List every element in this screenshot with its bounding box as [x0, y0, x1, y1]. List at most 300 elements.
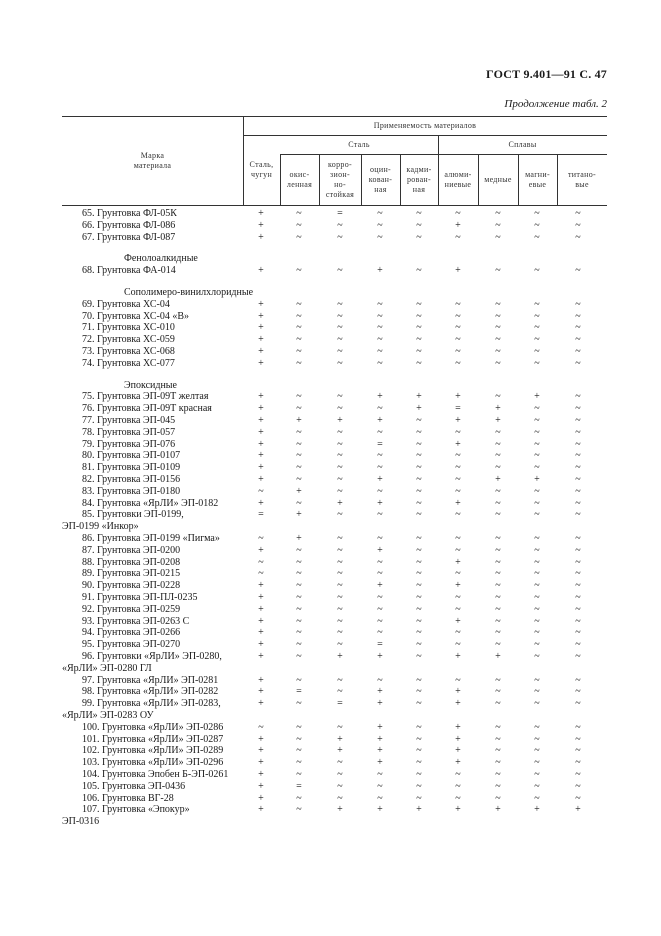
applicability-mark: + [495, 651, 501, 662]
table-row [62, 757, 607, 768]
applicability-mark: ~ [337, 674, 343, 686]
applicability-mark: ~ [575, 462, 581, 474]
applicability-mark: ~ [495, 509, 501, 521]
material-name: 107. Грунтовка «Эпокур» [82, 804, 190, 816]
applicability-mark: ~ [296, 603, 302, 615]
material-name: 103. Грунтовка «ЯрЛИ» ЭП-0296 [82, 757, 224, 769]
applicability-mark: ~ [377, 208, 383, 219]
applicability-mark: + [337, 497, 343, 509]
applicability-mark: + [258, 639, 264, 651]
applicability-mark: ~ [416, 357, 422, 369]
applicability-mark: + [455, 698, 461, 710]
applicability-mark: ~ [455, 426, 461, 438]
applicability-mark: ~ [337, 298, 343, 310]
applicability-mark: ~ [575, 334, 581, 346]
applicability-mark: ~ [377, 485, 383, 497]
applicability-mark: ~ [455, 462, 461, 474]
applicability-mark: ~ [337, 627, 343, 639]
header-brand: Марка материала [133, 150, 172, 170]
applicability-mark: + [377, 698, 383, 710]
applicability-mark: ~ [296, 208, 302, 219]
applicability-mark: ~ [534, 322, 540, 334]
applicability-mark: ~ [455, 544, 461, 556]
table-row [62, 769, 607, 780]
material-name: 87. Грунтовка ЭП-0200 [82, 544, 181, 556]
applicability-mark: ~ [296, 792, 302, 804]
applicability-mark: ~ [534, 556, 540, 568]
applicability-mark: ~ [534, 592, 540, 603]
rule-header-bottom [62, 205, 607, 206]
applicability-mark: ~ [534, 357, 540, 369]
applicability-mark: ~ [377, 780, 383, 792]
material-name: 72. Грунтовка ХС-059 [82, 334, 175, 346]
applicability-mark: ~ [337, 474, 343, 485]
applicability-mark: ~ [377, 533, 383, 544]
material-name: 84. Грунтовка «ЯрЛИ» ЭП-0182 [82, 497, 219, 509]
applicability-mark: + [455, 721, 461, 733]
header-oxidized: окис- ленная [286, 169, 313, 189]
applicability-mark: + [337, 745, 343, 757]
applicability-mark: ~ [296, 497, 302, 509]
applicability-mark: ~ [416, 698, 422, 710]
applicability-mark: + [258, 391, 264, 403]
applicability-mark: ~ [296, 698, 302, 710]
table-row [62, 311, 607, 322]
applicability-mark: ~ [258, 568, 264, 580]
applicability-mark: ~ [534, 533, 540, 544]
applicability-mark: + [455, 556, 461, 568]
applicability-mark: ~ [377, 357, 383, 369]
applicability-mark: + [377, 265, 383, 277]
header-aluminum: алюми- ниевые [444, 169, 472, 189]
applicability-mark: ~ [296, 346, 302, 357]
applicability-mark: + [455, 391, 461, 403]
applicability-mark: + [258, 580, 264, 592]
applicability-mark: ~ [575, 231, 581, 243]
applicability-mark: ~ [575, 592, 581, 603]
applicability-mark: ~ [337, 322, 343, 334]
applicability-mark: ~ [495, 556, 501, 568]
applicability-mark: ~ [495, 310, 501, 322]
table-row-continuation [62, 521, 607, 532]
applicability-mark: ~ [534, 651, 540, 662]
applicability-mark: + [258, 438, 264, 450]
table-row [62, 450, 607, 461]
applicability-mark: ~ [337, 265, 343, 277]
applicability-mark: ~ [296, 357, 302, 369]
applicability-mark: ~ [296, 391, 302, 403]
applicability-mark: ~ [575, 733, 581, 745]
applicability-mark: + [455, 415, 461, 426]
applicability-mark: ~ [575, 544, 581, 556]
material-name: 76. Грунтовка ЭП-09Т красная [82, 403, 212, 415]
applicability-mark: + [258, 615, 264, 627]
applicability-mark: ~ [455, 792, 461, 804]
table-row [62, 734, 607, 745]
applicability-mark: ~ [495, 450, 501, 462]
applicability-mark: ~ [534, 403, 540, 415]
applicability-mark: ~ [416, 322, 422, 334]
applicability-mark: = [296, 780, 302, 792]
header-titanium: титано- вые [568, 169, 596, 189]
applicability-mark: ~ [455, 603, 461, 615]
applicability-mark: ~ [495, 603, 501, 615]
applicability-mark: ~ [495, 686, 501, 698]
applicability-mark: ~ [337, 485, 343, 497]
applicability-mark: + [258, 462, 264, 474]
applicability-mark: + [337, 733, 343, 745]
applicability-mark: ~ [337, 231, 343, 243]
material-name: 77. Грунтовка ЭП-045 [82, 415, 176, 426]
applicability-mark: ~ [416, 686, 422, 698]
applicability-mark: ~ [416, 231, 422, 243]
applicability-mark: ~ [377, 769, 383, 780]
applicability-mark: ~ [495, 568, 501, 580]
applicability-mark: ~ [296, 438, 302, 450]
applicability-mark: ~ [495, 615, 501, 627]
applicability-mark: ~ [337, 509, 343, 521]
applicability-mark: + [455, 580, 461, 592]
applicability-mark: ~ [575, 485, 581, 497]
applicability-mark: ~ [258, 556, 264, 568]
applicability-mark: ~ [575, 556, 581, 568]
applicability-mark: ~ [495, 265, 501, 277]
group-heading: Сополимеро-винилхлоридные [124, 287, 254, 298]
applicability-mark: + [258, 497, 264, 509]
applicability-mark: + [534, 804, 540, 816]
material-name: 69. Грунтовка ХС-04 [82, 298, 170, 310]
applicability-mark: ~ [337, 426, 343, 438]
applicability-mark: + [495, 804, 501, 816]
table-row [62, 604, 607, 615]
applicability-mark: ~ [575, 497, 581, 509]
applicability-mark: ~ [377, 627, 383, 639]
applicability-mark: + [377, 733, 383, 745]
applicability-mark: ~ [416, 615, 422, 627]
applicability-mark: ~ [416, 544, 422, 556]
material-name: 68. Грунтовка ФА-014 [82, 265, 176, 277]
applicability-mark: + [455, 265, 461, 277]
applicability-mark: ~ [455, 639, 461, 651]
material-name: «ЯрЛИ» ЭП-0283 ОУ [62, 710, 154, 721]
applicability-mark: ~ [495, 298, 501, 310]
applicability-mark: ~ [337, 686, 343, 698]
applicability-mark: ~ [377, 592, 383, 603]
applicability-mark: ~ [416, 721, 422, 733]
applicability-mark: ~ [416, 580, 422, 592]
applicability-mark: ~ [495, 426, 501, 438]
applicability-mark: ~ [455, 627, 461, 639]
applicability-mark: + [258, 627, 264, 639]
applicability-mark: ~ [296, 219, 302, 231]
applicability-mark: + [495, 474, 501, 485]
applicability-mark: ~ [534, 745, 540, 757]
table-row [62, 698, 607, 709]
applicability-mark: + [296, 485, 302, 497]
material-name: 97. Грунтовка «ЯрЛИ» ЭП-0281 [82, 674, 219, 686]
applicability-mark: ~ [575, 346, 581, 357]
applicability-mark: ~ [534, 733, 540, 745]
applicability-mark: ~ [337, 556, 343, 568]
applicability-mark: ~ [296, 450, 302, 462]
applicability-mark: ~ [416, 334, 422, 346]
applicability-mark: + [495, 415, 501, 426]
applicability-mark: + [258, 733, 264, 745]
applicability-mark: ~ [337, 792, 343, 804]
applicability-mark: ~ [416, 674, 422, 686]
applicability-mark: ~ [377, 426, 383, 438]
applicability-mark: ~ [416, 568, 422, 580]
applicability-mark: = [377, 438, 383, 450]
group-heading: Эпоксидные [124, 379, 177, 391]
applicability-mark: ~ [575, 310, 581, 322]
applicability-mark: ~ [575, 450, 581, 462]
applicability-mark: ~ [575, 792, 581, 804]
applicability-mark: + [416, 391, 422, 403]
applicability-mark: ~ [575, 568, 581, 580]
applicability-mark: ~ [495, 231, 501, 243]
material-name: 78. Грунтовка ЭП-057 [82, 426, 176, 438]
applicability-mark: ~ [416, 792, 422, 804]
applicability-mark: ~ [296, 651, 302, 662]
applicability-mark: ~ [534, 615, 540, 627]
applicability-mark: ~ [416, 208, 422, 219]
applicability-mark: ~ [337, 757, 343, 769]
material-name: 89. Грунтовка ЭП-0215 [82, 568, 181, 580]
applicability-mark: ~ [575, 721, 581, 733]
applicability-mark: ~ [534, 450, 540, 462]
applicability-mark: + [258, 474, 264, 485]
applicability-mark: ~ [416, 485, 422, 497]
applicability-mark: ~ [495, 780, 501, 792]
applicability-mark: + [416, 403, 422, 415]
applicability-mark: ~ [337, 357, 343, 369]
applicability-mark: ~ [495, 346, 501, 357]
material-name: 92. Грунтовка ЭП-0259 [82, 603, 181, 615]
material-name: 96. Грунтовки «ЯрЛИ» ЭП-0280, [82, 651, 222, 662]
applicability-mark: ~ [495, 438, 501, 450]
applicability-mark: ~ [296, 769, 302, 780]
table-row-continuation [62, 663, 607, 674]
applicability-mark: + [258, 686, 264, 698]
material-name: 104. Грунтовка Эпобен Б-ЭП-0261 [82, 769, 229, 780]
applicability-mark: + [258, 310, 264, 322]
table-row [62, 439, 607, 450]
table-row [62, 592, 607, 603]
applicability-mark: ~ [377, 509, 383, 521]
applicability-mark: ~ [455, 509, 461, 521]
applicability-mark: ~ [495, 674, 501, 686]
applicability-mark: ~ [455, 334, 461, 346]
material-name: 74. Грунтовка ХС-077 [82, 357, 175, 369]
applicability-mark: + [258, 334, 264, 346]
applicability-mark: ~ [495, 698, 501, 710]
applicability-mark: + [258, 804, 264, 816]
applicability-mark: ~ [534, 603, 540, 615]
applicability-mark: ~ [377, 462, 383, 474]
applicability-mark: ~ [455, 485, 461, 497]
applicability-mark: ~ [377, 568, 383, 580]
applicability-mark: ~ [534, 497, 540, 509]
applicability-mark: + [258, 298, 264, 310]
applicability-mark: = [258, 509, 264, 521]
table-row [62, 299, 607, 310]
applicability-mark: ~ [416, 757, 422, 769]
applicability-mark: ~ [377, 450, 383, 462]
applicability-mark: ~ [575, 265, 581, 277]
applicability-mark: + [258, 592, 264, 603]
table-row [62, 427, 607, 438]
applicability-mark: ~ [534, 568, 540, 580]
applicability-mark: + [455, 219, 461, 231]
applicability-mark: ~ [575, 780, 581, 792]
applicability-mark: ~ [416, 265, 422, 277]
applicability-mark: ~ [296, 231, 302, 243]
material-name: 100. Грунтовка «ЯрЛИ» ЭП-0286 [82, 721, 224, 733]
material-name: 90. Грунтовка ЭП-0228 [82, 580, 181, 592]
applicability-mark: ~ [455, 357, 461, 369]
applicability-mark: ~ [534, 415, 540, 426]
applicability-mark: ~ [377, 603, 383, 615]
applicability-mark: + [258, 450, 264, 462]
applicability-mark: ~ [534, 639, 540, 651]
material-name: 67. Грунтовка ФЛ-087 [82, 231, 176, 243]
applicability-mark: + [575, 804, 581, 816]
applicability-mark: ~ [416, 415, 422, 426]
table-row [62, 232, 607, 243]
applicability-mark: ~ [416, 438, 422, 450]
table-row [62, 580, 607, 591]
applicability-mark: ~ [455, 592, 461, 603]
material-name: 70. Грунтовка ХС-04 «В» [82, 310, 189, 322]
applicability-mark: ~ [296, 556, 302, 568]
applicability-mark: ~ [416, 509, 422, 521]
applicability-mark: ~ [495, 485, 501, 497]
applicability-mark: ~ [495, 639, 501, 651]
applicability-mark: ~ [575, 509, 581, 521]
table-row [62, 334, 607, 345]
applicability-mark: ~ [575, 415, 581, 426]
applicability-mark: ~ [416, 533, 422, 544]
applicability-mark: ~ [534, 208, 540, 219]
applicability-mark: + [258, 674, 264, 686]
material-name: 66. Грунтовка ФЛ-086 [82, 219, 176, 231]
applicability-mark: + [258, 208, 264, 219]
material-name: 65. Грунтовка ФЛ-05К [82, 208, 177, 219]
header-corrosion-resistant: корро- зион- но- стойкая [325, 159, 355, 199]
applicability-mark: + [377, 415, 383, 426]
applicability-mark: + [258, 780, 264, 792]
applicability-mark: ~ [296, 580, 302, 592]
applicability-mark: ~ [416, 474, 422, 485]
table-continuation-label: Продолжение табл. 2 [504, 98, 607, 110]
material-name: 102. Грунтовка «ЯрЛИ» ЭП-0289 [82, 745, 224, 757]
applicability-mark: ~ [575, 651, 581, 662]
applicability-mark: ~ [495, 792, 501, 804]
applicability-mark: ~ [534, 792, 540, 804]
header-applicability: Применяемость материалов [373, 120, 477, 130]
table-row [62, 545, 607, 556]
applicability-mark: ~ [495, 627, 501, 639]
applicability-mark: ~ [416, 780, 422, 792]
applicability-mark: + [377, 757, 383, 769]
table-row [62, 557, 607, 568]
applicability-mark: ~ [495, 334, 501, 346]
applicability-mark: ~ [455, 568, 461, 580]
applicability-mark: ~ [416, 426, 422, 438]
applicability-mark: ~ [296, 265, 302, 277]
applicability-mark: ~ [296, 462, 302, 474]
applicability-mark: ~ [495, 219, 501, 231]
applicability-mark: ~ [495, 745, 501, 757]
applicability-mark: ~ [258, 533, 264, 544]
applicability-mark: ~ [416, 298, 422, 310]
applicability-mark: ~ [416, 462, 422, 474]
applicability-mark: ~ [337, 403, 343, 415]
table-row [62, 322, 607, 333]
applicability-mark: ~ [296, 721, 302, 733]
header-cadmium-plated: кадми- рован- ная [406, 164, 432, 194]
applicability-mark: ~ [495, 769, 501, 780]
applicability-mark: ~ [534, 721, 540, 733]
applicability-mark: ~ [416, 745, 422, 757]
applicability-mark: + [258, 219, 264, 231]
applicability-mark: ~ [377, 322, 383, 334]
applicability-mark: ~ [534, 627, 540, 639]
applicability-mark: ~ [296, 757, 302, 769]
applicability-mark: + [495, 403, 501, 415]
applicability-mark: ~ [534, 219, 540, 231]
applicability-mark: + [534, 474, 540, 485]
applicability-mark: ~ [455, 322, 461, 334]
material-name: 88. Грунтовка ЭП-0208 [82, 556, 181, 568]
applicability-mark: + [377, 745, 383, 757]
applicability-mark: ~ [455, 533, 461, 544]
header-zinc-coated: оцин- кован- ная [368, 164, 393, 194]
applicability-mark: ~ [377, 346, 383, 357]
material-name: «ЯрЛИ» ЭП-0280 ГЛ [62, 662, 152, 674]
applicability-mark: + [377, 686, 383, 698]
applicability-mark: ~ [337, 615, 343, 627]
table-row [62, 722, 607, 733]
applicability-mark: = [455, 403, 461, 415]
applicability-mark: ~ [534, 298, 540, 310]
applicability-mark: ~ [416, 733, 422, 745]
material-name: 85. Грунтовки ЭП-0199, [82, 509, 184, 521]
material-name: 105. Грунтовка ЭП-0436 [82, 780, 186, 792]
applicability-mark: ~ [337, 219, 343, 231]
applicability-mark: ~ [534, 462, 540, 474]
table-row [62, 358, 607, 369]
applicability-mark: + [258, 698, 264, 710]
applicability-mark: ~ [495, 533, 501, 544]
applicability-mark: ~ [296, 733, 302, 745]
material-name: 75. Грунтовка ЭП-09Т желтая [82, 391, 209, 403]
material-name: 91. Грунтовка ЭП-ПЛ-0235 [82, 592, 198, 603]
applicability-mark: ~ [416, 769, 422, 780]
applicability-mark: ~ [575, 219, 581, 231]
applicability-mark: ~ [575, 686, 581, 698]
header-alloys: Сплавы [508, 139, 537, 149]
applicability-mark: ~ [534, 485, 540, 497]
applicability-mark: ~ [495, 757, 501, 769]
table-row [62, 781, 607, 792]
applicability-mark: + [258, 544, 264, 556]
table-row [62, 415, 607, 426]
applicability-mark: ~ [575, 438, 581, 450]
applicability-mark: ~ [534, 231, 540, 243]
applicability-mark: ~ [296, 474, 302, 485]
